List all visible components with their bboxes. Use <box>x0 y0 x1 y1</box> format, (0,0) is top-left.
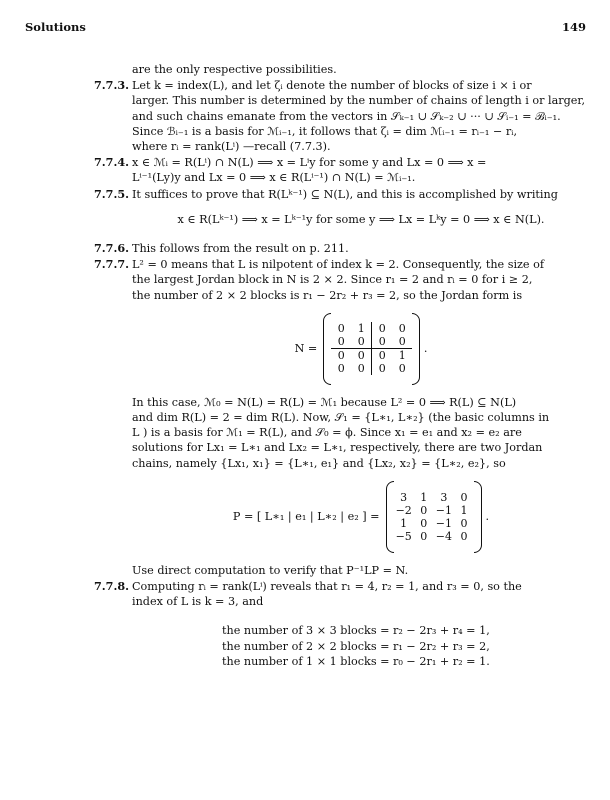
jordan-form-matrix <box>132 313 590 385</box>
block-count-line: the number of 2 × 2 blocks = r₁ − 2r₂ + r₃ = 2, <box>222 639 490 653</box>
matrix-cell: 0 <box>351 335 372 349</box>
solution-7-7-6 <box>94 241 590 256</box>
left-paren <box>323 313 331 385</box>
text-line: where rᵢ = rank(Lⁱ) —recall (7.7.3). <box>132 140 331 154</box>
matrix-cell: 3 <box>400 490 408 504</box>
matrix-label: P = [ L∗₁ | e₁ | L∗₂ | e₂ ] = <box>232 510 380 524</box>
text-line: In this case, ℳ₀ = N(L) = R(L) = ℳ₁ because L² = 0 ⟹ R(L) ⊆ N(L) <box>132 395 517 409</box>
solution-number: 7.7.4. <box>94 155 130 170</box>
text-line: Since ℬᵢ₋₁ is a basis for ℳᵢ₋₁, it follows that ζᵢ = dim ℳᵢ₋₁ = rᵢ₋₁ − rᵢ, <box>132 124 518 138</box>
block-count-list <box>222 623 590 669</box>
matrix-cell: 1 <box>400 516 408 530</box>
solution-7-7-7 <box>94 257 590 578</box>
matrix-cell: 0 <box>398 362 406 376</box>
matrix-cell: 0 <box>337 322 345 336</box>
solution-number: 7.7.5. <box>94 186 130 201</box>
matrix-cell: −1 <box>435 516 452 530</box>
matrix-row <box>394 517 474 530</box>
matrix-cell: 0 <box>378 335 386 349</box>
text-line: Computing rᵢ = rank(Lⁱ) reveals that r₁ = 4, r₂ = 1, and r₃ = 0, so the <box>132 580 522 594</box>
matrix-row <box>331 335 412 349</box>
matrix-cell: 3 <box>440 490 448 504</box>
text-line: L² = 0 means that L is nilpotent of index k = 2. Consequently, the size of <box>132 258 544 272</box>
matrix-row <box>331 322 412 335</box>
matrix-cell: 0 <box>378 362 386 376</box>
text-line: Use direct computation to verify that P⁻¹LP = N. <box>132 563 409 577</box>
solution-number: 7.7.6. <box>94 241 130 256</box>
text-line: solutions for Lx₁ = L∗₁ and Lx₂ = L∗₁, respectively, there are two Jordan <box>132 441 543 455</box>
right-paren <box>474 481 482 553</box>
matrix-cell: 0 <box>420 503 428 517</box>
p-matrix-display <box>132 481 590 553</box>
text-line: and such chains emanate from the vectors in 𝒮ₖ₋₁ ∪ 𝒮ₖ₋₂ ∪ ··· ∪ 𝒮ᵢ₋₁ = ℬᵢ₋₁. <box>132 109 561 123</box>
text-line: It suffices to prove that R(Lᵏ⁻¹) ⊆ N(L), and this is accomplished by writing <box>132 187 558 201</box>
solution-7-7-4 <box>94 155 590 185</box>
period: . <box>482 510 490 524</box>
matrix-cell: −5 <box>395 529 412 543</box>
matrix-cell: 1 <box>392 349 412 363</box>
text-line: larger. This number is determined by the number of chains of length i or larger, <box>132 94 586 108</box>
solution-7-7-8 <box>94 579 590 669</box>
text-line: Let k = index(L), and let ζᵢ denote the number of blocks of size i × i or <box>132 79 532 93</box>
matrix-cell: −2 <box>395 503 412 517</box>
matrix-cell: 0 <box>420 529 428 543</box>
matrix-cell: 0 <box>351 349 372 363</box>
solution-7-7-3 <box>94 78 590 154</box>
right-paren <box>412 313 420 385</box>
text-line: L ) is a basis for ℳ₁ = R(L), and 𝒮₀ = ϕ. Since x₁ = e₁ and x₂ = e₂ are <box>132 426 522 440</box>
matrix-p <box>394 491 474 543</box>
intro-line: are the only respective possibilities. <box>132 63 337 76</box>
matrix-cell: 0 <box>331 349 351 363</box>
matrix-n <box>331 322 412 375</box>
block-count-line: the number of 1 × 1 blocks = r₀ − 2r₁ + r₂ = 1. <box>222 654 490 668</box>
solution-number: 7.7.7. <box>94 257 130 272</box>
matrix-cell: 1 <box>460 503 468 517</box>
matrix-cell: 0 <box>398 322 406 336</box>
matrix-cell: 1 <box>420 490 428 504</box>
text-line: x ∈ ℳᵢ = R(Lⁱ) ∩ N(L) ⟹ x = Lⁱy for some y and Lx = 0 ⟹ x = <box>132 156 487 170</box>
matrix-cell: 0 <box>460 516 468 530</box>
solution-7-7-5 <box>94 187 590 227</box>
matrix-cell: 0 <box>351 362 372 375</box>
text-line: Lⁱ⁻¹(Ly)y and Lx = 0 ⟹ x ∈ R(Lⁱ⁻¹) ∩ N(L) = ℳᵢ₋₁. <box>132 171 416 185</box>
matrix-row <box>394 491 474 504</box>
text-line: and dim R(L) = 2 = dim R(L). Now, 𝒮₁ = {L∗₁, L∗₂} (the basic columns in <box>132 411 550 425</box>
matrix-cell: 0 <box>372 349 393 363</box>
matrix-cell: 0 <box>398 335 406 349</box>
matrix-cell: 0 <box>337 335 345 349</box>
display-equation: x ∈ R(Lᵏ⁻¹) ⟹ x = Lᵏ⁻¹y for some y ⟹ Lx = Lᵏy = 0 ⟹ x ∈ N(L). <box>177 212 545 226</box>
matrix-cell: 0 <box>337 362 345 376</box>
matrix-label: N = <box>294 342 318 356</box>
text-line: index of L is k = 3, and <box>132 595 264 609</box>
text-line: This follows from the result on p. 211. <box>132 242 349 256</box>
matrix-cell: 0 <box>460 490 468 504</box>
matrix-row <box>394 504 474 517</box>
text-line: the number of 2 × 2 blocks is r₁ − 2r₂ + r₃ = 2, so the Jordan form is <box>132 288 523 302</box>
left-paren <box>386 481 394 553</box>
matrix-cell: −1 <box>435 503 452 517</box>
matrix-row <box>331 362 412 375</box>
solution-number: 7.7.8. <box>94 579 130 594</box>
matrix-row <box>331 349 412 363</box>
text-line: chains, namely {Lx₁, x₁} = {L∗₁, e₁} and {Lx₂, x₂} = {L∗₂, e₂}, so <box>132 456 506 470</box>
page-body <box>94 62 590 669</box>
running-header-section: Solutions <box>25 20 86 34</box>
matrix-cell: 0 <box>460 529 468 543</box>
matrix-cell: −4 <box>435 529 452 543</box>
period: . <box>420 342 428 356</box>
block-count-line: the number of 3 × 3 blocks = r₂ − 2r₃ + r₄ = 1, <box>222 624 490 638</box>
page-number: 149 <box>561 20 586 34</box>
text-line: the largest Jordan block in N is 2 × 2. Since r₁ = 2 and rᵢ = 0 for i ≥ 2, <box>132 273 533 287</box>
matrix-cell: 0 <box>378 322 386 336</box>
matrix-row <box>394 530 474 543</box>
solution-number: 7.7.3. <box>94 78 130 93</box>
matrix-cell: 0 <box>420 516 428 530</box>
matrix-cell: 1 <box>351 322 372 335</box>
